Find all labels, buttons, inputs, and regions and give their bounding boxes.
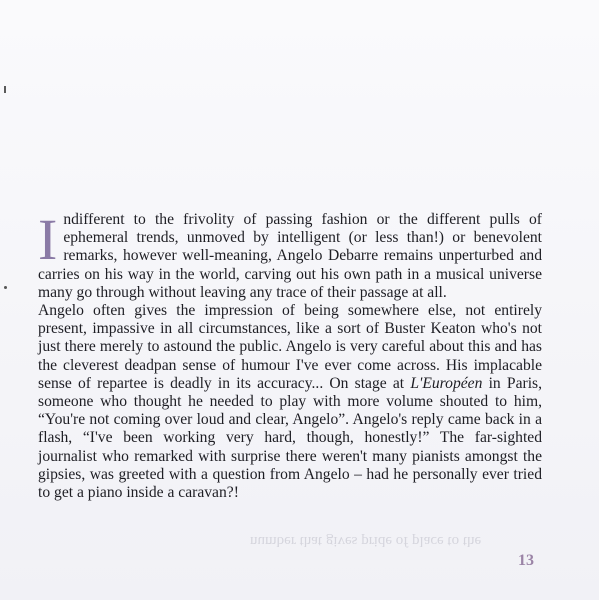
venue-name: L'Européen <box>410 374 483 392</box>
bleed-through-text: number that gives pride of place to the <box>250 533 482 549</box>
paragraph-1 <box>38 207 542 302</box>
paragraph-2-text-a: Angelo often gives the impression of being somewhere else, not entirely present, impassive in all circumstances, like a sort of Buster Keaton who's not just there merely to astound the public. Angelo is very careful about this and has the cleverest deadpan sense of humour I've ever come across. His implacable sense of repartee is deadly in its accuracy... On stage at <box>38 302 542 392</box>
paragraph-2 <box>38 302 542 502</box>
paragraph-2-text-b: in Paris, someone who thought he needed to play with more volume shouted to him, “You're not coming over loud and clear, Angelo”. Angelo's reply came back in a flash, “I've been working very hard, though, honestly!” The far-sighted journalist who remarked with surprise there weren't many pianists amongst the gipsies, was greeted with a question from Angelo – had he personally ever tried to get a piano inside a caravan?! <box>38 374 543 502</box>
crop-mark <box>4 86 6 93</box>
page-number: 13 <box>518 552 534 569</box>
drop-cap: I <box>38 207 58 272</box>
body-text <box>38 207 543 502</box>
paragraph-1-text: ndifferent to the frivolity of passing fashion or the different pulls of ephemeral trends, unmoved by intelligent (or less than!) or benevolent remarks, however well-meaning, Angelo Debarre remains unperturbed and carries on his way in the world, carving out his own path in a musical universe many go through without leaving any trace of their passage at all. <box>38 211 542 301</box>
edge-mark <box>4 286 7 289</box>
